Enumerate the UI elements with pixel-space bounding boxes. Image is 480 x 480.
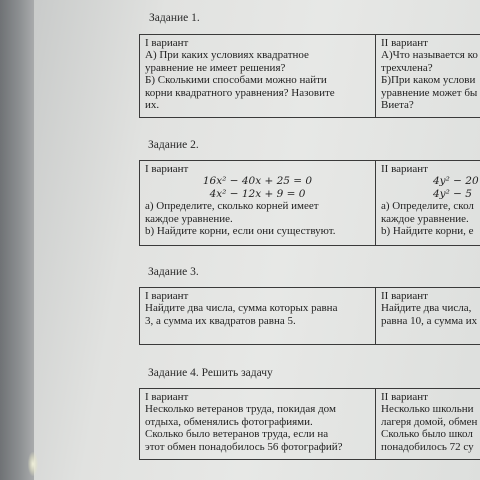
task-line: b) Найдите корни, е <box>381 225 474 238</box>
task-3-variant-2 <box>376 288 480 344</box>
task-1-title: Задание 1. <box>149 12 200 24</box>
worksheet-page <box>34 0 480 480</box>
equation: 16x² − 40x + 25 = 0 <box>202 175 313 188</box>
equation: 4y² − 20 <box>433 175 479 188</box>
task-line: А)Что называется ко <box>381 49 478 62</box>
task-line: а) Определите, скол <box>381 200 474 213</box>
task-line: Найдите два числа, сумма которых равна <box>145 302 338 315</box>
task-line: А) При каких условиях квадратное <box>145 49 309 62</box>
task-3-table <box>139 287 480 345</box>
variant-header: II вариант <box>381 391 428 403</box>
task-3-variant-1 <box>140 288 376 344</box>
task-line: Несколько школьни <box>381 403 474 416</box>
variant-header: II вариант <box>381 37 428 49</box>
task-line: каждое уравнение. <box>145 212 233 225</box>
task-line: Б)При каком услови <box>381 74 476 87</box>
task-line: Несколько ветеранов труда, покидая дом <box>145 403 336 416</box>
task-1-variant-1 <box>140 35 376 117</box>
task-4-table <box>139 388 480 460</box>
task-line: этот обмен понадобилось 56 фотографий? <box>145 440 343 453</box>
task-line: понадобилось 72 су <box>381 440 474 453</box>
variant-header: I вариант <box>145 290 189 302</box>
task-line: Виета? <box>381 99 414 112</box>
task-2-variant-1 <box>140 161 376 245</box>
task-4-variant-2 <box>376 389 480 459</box>
task-line: уравнение не имеет решения? <box>145 61 286 74</box>
task-line: лагеря домой, обмен <box>381 415 478 428</box>
task-2-variant-2 <box>376 161 480 245</box>
task-1-table <box>139 34 480 118</box>
variant-header: I вариант <box>145 391 189 403</box>
task-3-title: Задание 3. <box>148 266 199 278</box>
task-line: Сколько было ветеранов труда, если на <box>145 428 329 441</box>
task-line: Б) Сколькими способами можно найти <box>145 74 327 87</box>
task-2-table <box>139 160 480 246</box>
task-line: 3, а сумма их квадратов равна 5. <box>145 314 296 327</box>
task-2-title: Задание 2. <box>148 139 199 151</box>
task-line: корни квадратного уравнения? Назовите <box>145 86 335 99</box>
task-line: трехчлена? <box>381 61 433 74</box>
task-line: каждое уравнение. <box>381 212 469 225</box>
task-line: отдыха, обменялись фотографиями. <box>145 415 313 428</box>
variant-header: I вариант <box>145 37 189 49</box>
variant-header: II вариант <box>381 290 428 302</box>
task-line: уравнение может бы <box>381 86 478 99</box>
task-line: Сколько было школ <box>381 428 473 441</box>
task-4-title: Задание 4. Решить задачу <box>148 367 273 379</box>
task-line: равна 10, а сумма их <box>381 314 478 327</box>
page-shadow <box>0 0 34 480</box>
task-line: их. <box>145 99 160 112</box>
light-glare <box>28 452 38 476</box>
equation: 4x² − 12x + 9 = 0 <box>209 187 306 200</box>
task-line: а) Определите, сколько корней имеет <box>145 200 319 213</box>
variant-header: I вариант <box>145 163 189 175</box>
task-4-variant-1 <box>140 389 376 459</box>
task-line: b) Найдите корни, если они существуют. <box>145 225 336 238</box>
variant-header: II вариант <box>381 163 428 175</box>
task-1-variant-2 <box>376 35 480 117</box>
equation: 4y² − 5 <box>433 187 472 200</box>
task-line: Найдите два числа, <box>381 302 472 315</box>
